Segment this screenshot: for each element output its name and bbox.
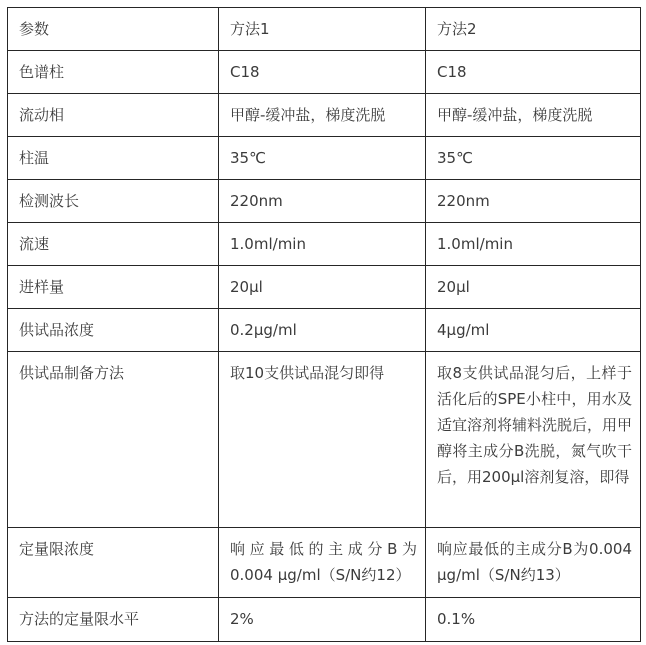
- param-cell: 进样量: [8, 266, 219, 309]
- param-cell: 流速: [8, 223, 219, 266]
- document-page: [7, 7, 641, 642]
- method2-cell: C18: [426, 51, 641, 94]
- table-row-loq-concentration: [8, 528, 641, 598]
- parameters-table: [7, 7, 641, 642]
- table-row: [8, 137, 641, 180]
- param-cell: 方法的定量限水平: [8, 598, 219, 642]
- method2-cell: 35℃: [426, 137, 641, 180]
- method2-cell: 取8支供试品混匀后，上样于活化后的SPE小柱中，用水及适宜溶剂将辅料洗脱后，用甲醇将主成分B洗脱，氮气吹干后，用200μl溶剂复溶，即得: [426, 352, 641, 528]
- method2-cell: 0.1%: [426, 598, 641, 642]
- method2-cell: 220nm: [426, 180, 641, 223]
- table-row: [8, 309, 641, 352]
- header-cell-method1: 方法1: [219, 8, 426, 51]
- param-cell: 检测波长: [8, 180, 219, 223]
- param-cell: 色谱柱: [8, 51, 219, 94]
- method1-cell: 1.0ml/min: [219, 223, 426, 266]
- method1-cell: 20μl: [219, 266, 426, 309]
- header-cell-parameter: 参数: [8, 8, 219, 51]
- table-row: [8, 266, 641, 309]
- method1-cell: C18: [219, 51, 426, 94]
- method1-cell: 220nm: [219, 180, 426, 223]
- param-cell: 定量限浓度: [8, 528, 219, 598]
- table-row: [8, 94, 641, 137]
- method1-cell: 35℃: [219, 137, 426, 180]
- method2-cell: 响应最低的主成分B为0.004 μg/ml（S/N约13）: [426, 528, 641, 598]
- table-header-row: [8, 8, 641, 51]
- method2-cell: 甲醇-缓冲盐，梯度洗脱: [426, 94, 641, 137]
- method1-cell: 甲醇-缓冲盐，梯度洗脱: [219, 94, 426, 137]
- method2-cell: 4μg/ml: [426, 309, 641, 352]
- table-row: [8, 51, 641, 94]
- header-cell-method2: 方法2: [426, 8, 641, 51]
- method1-cell: 2%: [219, 598, 426, 642]
- method1-cell: 取10支供试品混匀即得: [219, 352, 426, 528]
- param-cell: 流动相: [8, 94, 219, 137]
- method2-cell: 20μl: [426, 266, 641, 309]
- table-row: [8, 180, 641, 223]
- param-cell: 柱温: [8, 137, 219, 180]
- method1-cell: 响应最低的主成分B为0.004 μg/ml（S/N约12）: [219, 528, 426, 598]
- param-cell: 供试品制备方法: [8, 352, 219, 528]
- table-row: [8, 223, 641, 266]
- table-row-preparation: [8, 352, 641, 528]
- param-cell: 供试品浓度: [8, 309, 219, 352]
- method2-cell: 1.0ml/min: [426, 223, 641, 266]
- method1-cell: 0.2μg/ml: [219, 309, 426, 352]
- table-row-loq-level: [8, 598, 641, 642]
